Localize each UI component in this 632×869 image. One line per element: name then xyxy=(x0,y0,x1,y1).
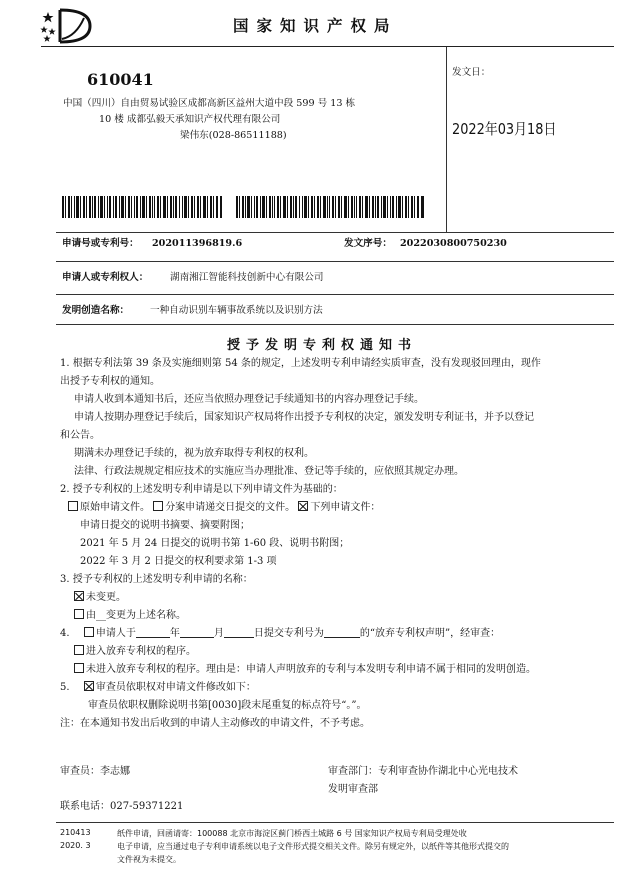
address-line-2: 10 楼 成都弘毅天承知识产权代理有限公司 xyxy=(99,114,281,125)
contact: 梁伟东(028-86511188) xyxy=(180,130,287,141)
department-line-2: 发明审查部 xyxy=(328,784,378,795)
p3-option-1 xyxy=(74,589,126,607)
cnipa-emblem-icon xyxy=(40,6,98,46)
p1-line-5: 和公告。 xyxy=(60,430,100,441)
p4-text-e: 的“放弃专利权声明”，经审查： xyxy=(359,628,501,639)
doc-serial-label: 发文序号： xyxy=(344,238,392,249)
header-rule xyxy=(41,46,614,47)
checkbox-examiner-amend[interactable] xyxy=(84,681,94,691)
p4-text-d: 日提交专利号为 xyxy=(253,628,324,639)
info-rule-3 xyxy=(56,294,614,295)
applicant-label: 申请人或专利权人： xyxy=(62,272,149,283)
p1-line-4: 申请人按期办理登记手续后，国家知识产权局将作出授予专利权的决定，颁发发明专利证书，并予以登记 xyxy=(74,412,534,423)
p4-day-blank xyxy=(224,627,254,638)
p4-opt1-label: 进入放弃专利权的程序。 xyxy=(86,646,196,657)
checkbox-divisional-docs[interactable] xyxy=(153,501,163,511)
phone: 联系电话：027-59371221 xyxy=(60,801,184,812)
checkbox-not-enter-abandon[interactable] xyxy=(74,663,84,673)
p4-month-blank xyxy=(180,627,214,638)
p4-year-blank xyxy=(136,627,170,638)
p2-opt3-label: 下列申请文件： xyxy=(310,502,381,513)
p1-line-3: 申请人收到本通知书后，还应当依照办理登记手续通知书的内容办理登记手续。 xyxy=(74,394,424,405)
checkbox-abandon-declaration[interactable] xyxy=(84,627,94,637)
p4-option-2 xyxy=(74,661,536,679)
p5-opt1-label: 审查员依职权对申请文件修改如下： xyxy=(95,682,256,693)
p3-line-1: 3. 授予专利权的上述发明专利申请的名称： xyxy=(60,574,253,585)
department-line-1: 审查部门：专利审查协作湖北中心光电技术 xyxy=(328,766,518,777)
agency-name: 国家知识产权局 xyxy=(233,17,398,35)
checkbox-name-unchanged[interactable] xyxy=(74,591,84,601)
note: 注：在本通知书发出后收到的申请人主动修改的申请文件，不予考虑。 xyxy=(60,718,370,729)
p4-text-c: 月 xyxy=(213,628,224,639)
p3-opt2-label: 由__变更为上述名称。 xyxy=(86,610,186,621)
p2-doc-3: 2022 年 3 月 2 日提交的权利要求第 1-3 项 xyxy=(80,556,277,567)
info-rule-1 xyxy=(56,232,614,233)
p3-opt1-label: 未变更。 xyxy=(86,592,126,603)
p5-line-1 xyxy=(60,679,256,697)
p5-number: 5. xyxy=(60,682,70,693)
form-code-2: 2020. 3 xyxy=(60,841,91,850)
p2-line-1: 2. 授予专利权的上述发明专利申请是以下列申请文件为基础的： xyxy=(60,484,343,495)
p4-line-1 xyxy=(60,625,500,643)
doc-serial-value: 2022030800750230 xyxy=(400,238,507,249)
p2-options xyxy=(68,499,380,517)
p1-line-7: 法律、行政法规规定相应技术的实施应当办理批准、登记等手续的，应依照其规定办理。 xyxy=(74,466,464,477)
issue-date-value: 2022年03月18日 xyxy=(452,120,557,138)
info-rule-2 xyxy=(56,261,614,262)
date-divider xyxy=(446,47,447,233)
applicant-value: 湖南湘江智能科技创新中心有限公司 xyxy=(170,272,324,283)
p4-text-a: 申请人于 xyxy=(95,628,136,639)
invention-label: 发明创造名称： xyxy=(62,305,130,316)
footer-rule xyxy=(56,822,614,823)
p3-option-2 xyxy=(74,607,186,625)
checkbox-enter-abandon[interactable] xyxy=(74,645,84,655)
notice-title: 授予发明专利权通知书 xyxy=(227,338,418,353)
footer-notice-2: 电子申请，应当通过电子专利申请系统以电子文件形式提交相关文件。除另有规定外，以纸件等其他形式提交的 xyxy=(117,842,509,851)
app-no-label: 申请号或专利号： xyxy=(62,238,139,249)
barcode-right xyxy=(236,196,424,218)
invention-value: 一种自动识别车辆事故系统以及识别方法 xyxy=(150,305,323,316)
p4-patent-no-blank xyxy=(324,627,360,638)
form-code-1: 210413 xyxy=(60,828,91,837)
checkbox-name-changed[interactable] xyxy=(74,609,84,619)
p4-option-1 xyxy=(74,643,196,661)
info-rule-4 xyxy=(56,324,614,325)
examiner: 审查员：李志娜 xyxy=(60,766,130,777)
footer-notice-3: 文件视为未提交。 xyxy=(117,855,181,864)
p4-text-b: 年 xyxy=(169,628,180,639)
p1-line-2: 出授予专利权的通知。 xyxy=(60,376,160,387)
checkbox-original-docs[interactable] xyxy=(68,501,78,511)
address-line-1: 中国（四川）自由贸易试验区成都高新区益州大道中段 599 号 13 栋 xyxy=(63,98,356,109)
p5-detail: 审查员依职权删除说明书第[0030]段末尾重复的标点符号“。”。 xyxy=(88,700,367,711)
p2-opt2-label: 分案申请递交日提交的文件。 xyxy=(165,502,296,513)
p1-line-6: 期满未办理登记手续的，视为放弃取得专利权的权利。 xyxy=(74,448,314,459)
checkbox-following-docs[interactable] xyxy=(298,501,308,511)
issue-date-label: 发文日： xyxy=(452,67,491,78)
p2-opt1-label: 原始申请文件。 xyxy=(80,502,150,513)
p2-doc-2: 2021 年 5 月 24 日提交的说明书第 1-60 段、说明书附图； xyxy=(80,538,350,549)
postcode: 610041 xyxy=(87,70,154,89)
p4-number: 4. xyxy=(60,628,70,639)
footer-notice-1: 纸件申请，回函请寄：100088 北京市海淀区蓟门桥西土城路 6 号 国家知识产权局专利局受理处收 xyxy=(117,829,467,838)
p2-doc-1: 申请日提交的说明书摘要、摘要附图； xyxy=(80,520,250,531)
p1-line-1: 1. 根据专利法第 39 条及实施细则第 54 条的规定，上述发明专利申请经实质审查，没有发现驳回理由，现作 xyxy=(60,358,541,369)
p4-opt2-label: 未进入放弃专利权的程序。理由是：申请人声明放弃的专利与本发明专利申请不属于相同的发明创造。 xyxy=(86,664,536,675)
barcode-left xyxy=(62,196,222,218)
app-no-value: 202011396819.6 xyxy=(152,238,243,249)
